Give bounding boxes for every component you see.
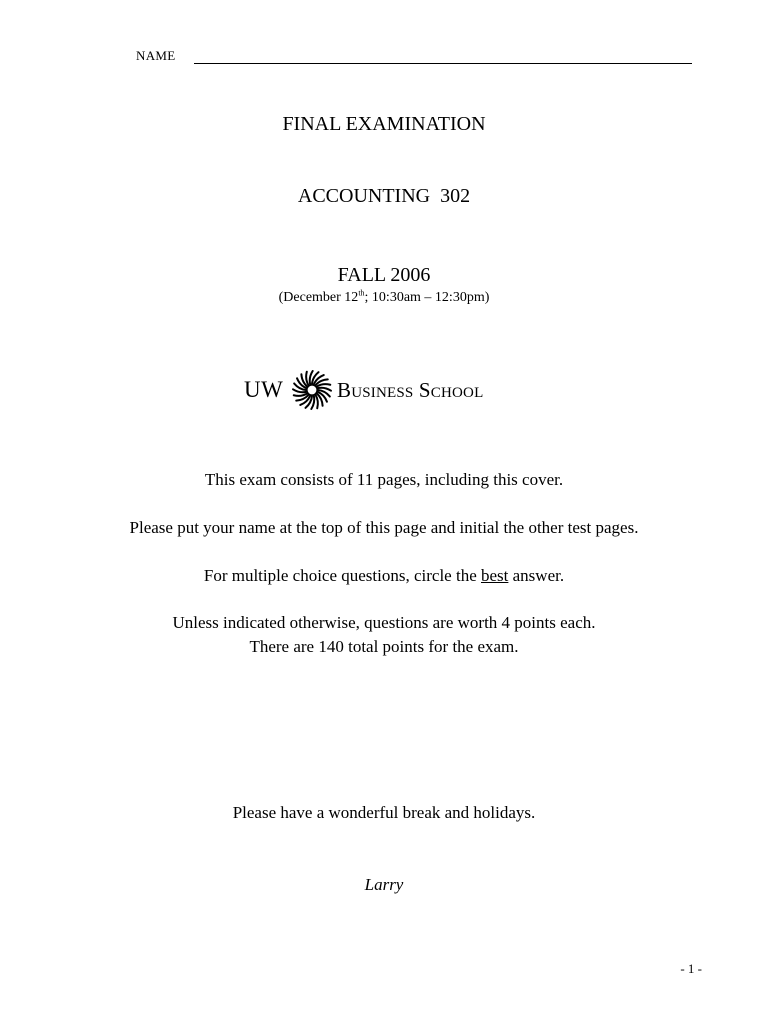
instruction-total-points: There are 140 total points for the exam. <box>249 637 519 656</box>
exam-date-superscript: th <box>358 288 365 298</box>
instruction-pages: This exam consists of 11 pages, including this cover. <box>204 470 564 489</box>
instruction-mc-suffix: answer. <box>508 566 565 585</box>
sunburst-icon <box>291 366 333 414</box>
instruction-mc-prefix: For multiple choice questions, circle the <box>203 566 481 585</box>
instruction-name: Please put your name at the top of this page and initial the other test pages. <box>129 518 639 537</box>
sunburst-ray <box>317 384 330 386</box>
name-field-row <box>136 48 696 68</box>
instruction-multiple-choice <box>0 566 768 586</box>
logo-business-school-text: Business School <box>337 378 484 402</box>
exam-title: FINAL EXAMINATION <box>282 113 486 135</box>
name-blank-line[interactable] <box>194 63 692 64</box>
sunburst-ray <box>306 372 308 385</box>
sunburst-ray <box>294 394 307 396</box>
name-label: NAME <box>136 48 176 63</box>
exam-date-suffix: ; 10:30am – 12:30pm) <box>364 290 490 305</box>
uw-business-school-logo <box>244 366 524 416</box>
closing-message: Please have a wonderful break and holidays. <box>232 803 536 822</box>
page-number: - 1 - <box>680 961 702 976</box>
instruction-points-each: Unless indicated otherwise, questions are worth 4 points each. <box>172 613 596 632</box>
instruction-mc-emphasis: best <box>481 566 509 585</box>
exam-date <box>0 290 768 306</box>
sunburst-ray <box>316 395 318 408</box>
logo-uw-text: UW <box>244 377 284 402</box>
term-title: FALL 2006 <box>337 264 431 286</box>
signature: Larry <box>364 875 404 894</box>
exam-date-prefix: (December 12 <box>278 290 359 305</box>
course-title: ACCOUNTING 302 <box>297 185 471 207</box>
